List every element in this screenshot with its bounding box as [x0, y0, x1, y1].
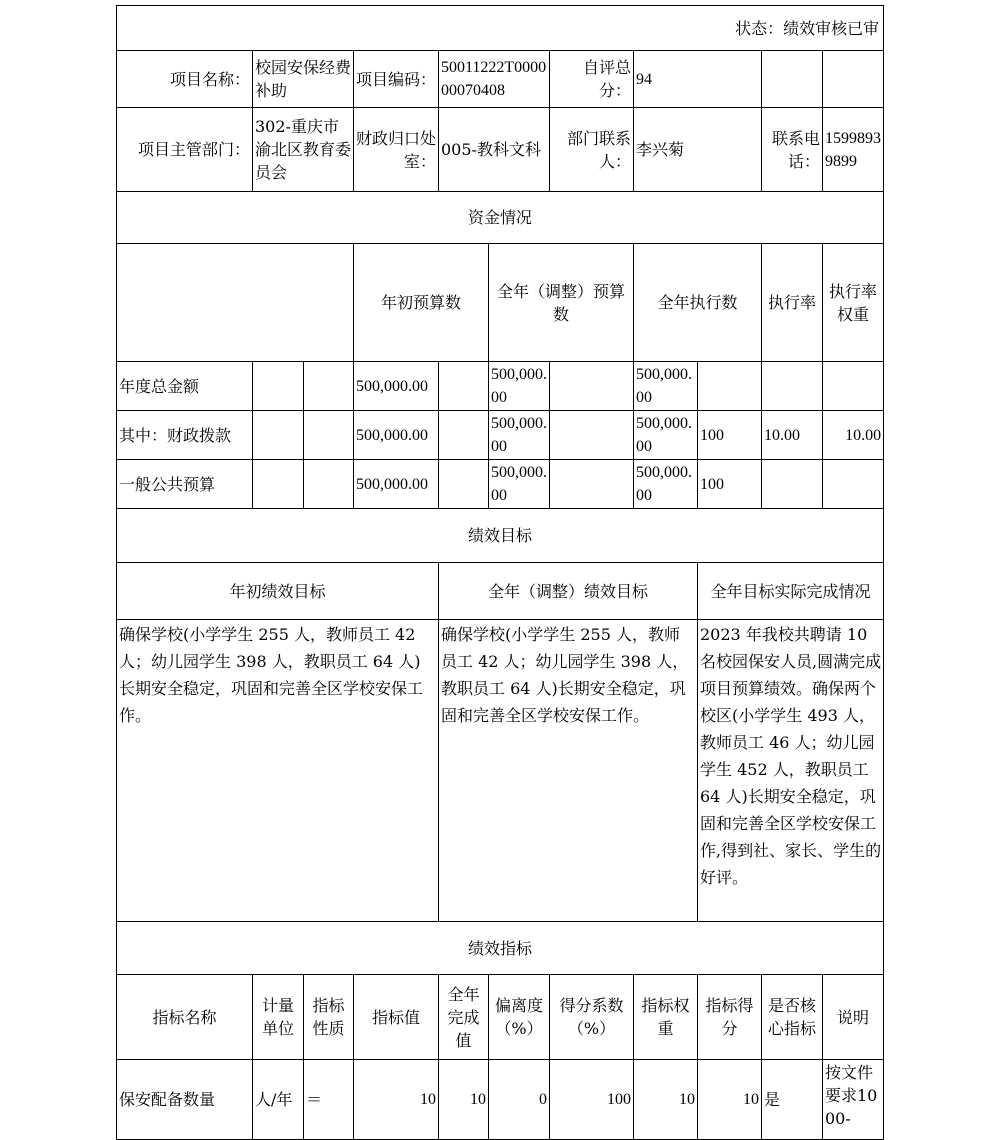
ind-header-actual: 全年完成值: [439, 975, 489, 1060]
finance-office-value: 005-教科文科: [439, 108, 550, 192]
ind-name: 保安配备数量: [117, 1060, 253, 1140]
ind-header-weight: 指标权重: [634, 975, 698, 1060]
goals-actual-text: 2023 年我校共聘请 10 名校园保安人员,圆满完成项目预算绩效。确保两个校区(小学学生 493 人，教师员工 46 人；幼儿园学生 452 人，教职员工 64 人)长期安全稳定，巩固和完善全区学校安保工作,得到社、家长、学生的好评。: [698, 620, 884, 922]
project-code-value: 50011222T000000070408: [439, 51, 550, 108]
empty-cell: [439, 362, 489, 411]
funds-weight: [762, 460, 823, 509]
empty-cell: [550, 460, 634, 509]
empty-cell: [550, 411, 634, 460]
funds-adjusted: 500,000.00: [489, 460, 550, 509]
dept-value: 302-重庆市渝北区教育委员会: [253, 108, 354, 192]
funds-rate: 100: [698, 411, 762, 460]
funds-header-rate: 执行率: [762, 244, 823, 362]
funds-initial: 500,000.00: [354, 362, 439, 411]
ind-note: 按文件要求1000-: [823, 1060, 884, 1140]
ind-deviation: 0: [489, 1060, 550, 1140]
funds-initial: 500,000.00: [354, 411, 439, 460]
funds-row-label: 其中：财政拨款: [117, 411, 253, 460]
funds-row: [117, 411, 884, 460]
ind-weight: 10: [634, 1060, 698, 1140]
funds-adjusted: 500,000.00: [489, 411, 550, 460]
funds-row-label: 一般公共预算: [117, 460, 253, 509]
empty-cell: [550, 362, 634, 411]
ind-header-coef: 得分系数（%）: [550, 975, 634, 1060]
goals-header-adjusted: 全年（调整）绩效目标: [439, 563, 698, 620]
ind-coef: 100: [550, 1060, 634, 1140]
ind-nature: ＝: [304, 1060, 354, 1140]
phone-label: 联系电话：: [762, 108, 823, 192]
ind-target: 10: [354, 1060, 439, 1140]
project-name-label: 项目名称：: [117, 51, 253, 108]
ind-score: 10: [698, 1060, 762, 1140]
ind-header-nature: 指标性质: [304, 975, 354, 1060]
ind-header-name: 指标名称: [117, 975, 253, 1060]
ind-header-score: 指标得分: [698, 975, 762, 1060]
empty-cell: [823, 51, 884, 108]
contact-label: 部门联系人：: [550, 108, 634, 192]
goals-section-title: 绩效目标: [117, 509, 884, 563]
funds-executed: 500,000.00: [634, 460, 698, 509]
funds-score: 10.00: [823, 411, 884, 460]
goals-adjusted-text: 确保学校(小学学生 255 人，教师员工 42 人；幼儿园学生 398 人，教职员工 64 人)长期安全稳定，巩固和完善全区学校安保工作。: [439, 620, 698, 922]
goals-initial-text: 确保学校(小学学生 255 人，教师员工 42 人；幼儿园学生 398 人，教职员工 64 人)长期安全稳定，巩固和完善全区学校安保工作。: [117, 620, 439, 922]
goals-header-initial: 年初绩效目标: [117, 563, 439, 620]
ind-actual: 10: [439, 1060, 489, 1140]
funds-header-weight: 执行率权重: [823, 244, 884, 362]
self-score-value: 94: [634, 51, 762, 108]
funds-header-blank: [117, 244, 354, 362]
empty-cell: [762, 51, 823, 108]
ind-core: 是: [762, 1060, 823, 1140]
self-score-label: 自评总分：: [550, 51, 634, 108]
funds-adjusted: 500,000.00: [489, 362, 550, 411]
funds-score: [823, 362, 884, 411]
funds-weight: [762, 362, 823, 411]
empty-cell: [304, 460, 354, 509]
contact-value: 李兴菊: [634, 108, 762, 192]
ind-header-unit: 计量单位: [253, 975, 304, 1060]
funds-rate: [698, 362, 762, 411]
empty-cell: [304, 411, 354, 460]
funds-executed: 500,000.00: [634, 411, 698, 460]
phone-value: 15998939899: [823, 108, 884, 192]
empty-cell: [253, 460, 304, 509]
ind-header-target: 指标值: [354, 975, 439, 1060]
performance-evaluation-table: [116, 5, 884, 1140]
ind-header-core: 是否核心指标: [762, 975, 823, 1060]
empty-cell: [439, 460, 489, 509]
finance-office-label: 财政归口处室：: [354, 108, 439, 192]
ind-unit: 人/年: [253, 1060, 304, 1140]
funds-rate: 100: [698, 460, 762, 509]
funds-score: [823, 460, 884, 509]
funds-header-initial: 年初预算数: [354, 244, 489, 362]
funds-weight: 10.00: [762, 411, 823, 460]
ind-header-note: 说明: [823, 975, 884, 1060]
funds-row: [117, 460, 884, 509]
funds-section-title: 资金情况: [117, 192, 884, 244]
funds-row-label: 年度总金额: [117, 362, 253, 411]
table-row: [117, 1060, 884, 1140]
project-name-value: 校园安保经费补助: [253, 51, 354, 108]
empty-cell: [439, 411, 489, 460]
project-code-label: 项目编码：: [354, 51, 439, 108]
indicators-section-title: 绩效指标: [117, 922, 884, 975]
goals-header-actual: 全年目标实际完成情况: [698, 563, 884, 620]
empty-cell: [253, 362, 304, 411]
empty-cell: [253, 411, 304, 460]
funds-header-adjusted: 全年（调整）预算数: [489, 244, 634, 362]
funds-executed: 500,000.00: [634, 362, 698, 411]
ind-header-deviation: 偏离度（%）: [489, 975, 550, 1060]
funds-row: [117, 362, 884, 411]
empty-cell: [304, 362, 354, 411]
funds-initial: 500,000.00: [354, 460, 439, 509]
funds-header-executed: 全年执行数: [634, 244, 762, 362]
status-text: 状态：绩效审核已审: [117, 6, 884, 51]
dept-label: 项目主管部门：: [117, 108, 253, 192]
